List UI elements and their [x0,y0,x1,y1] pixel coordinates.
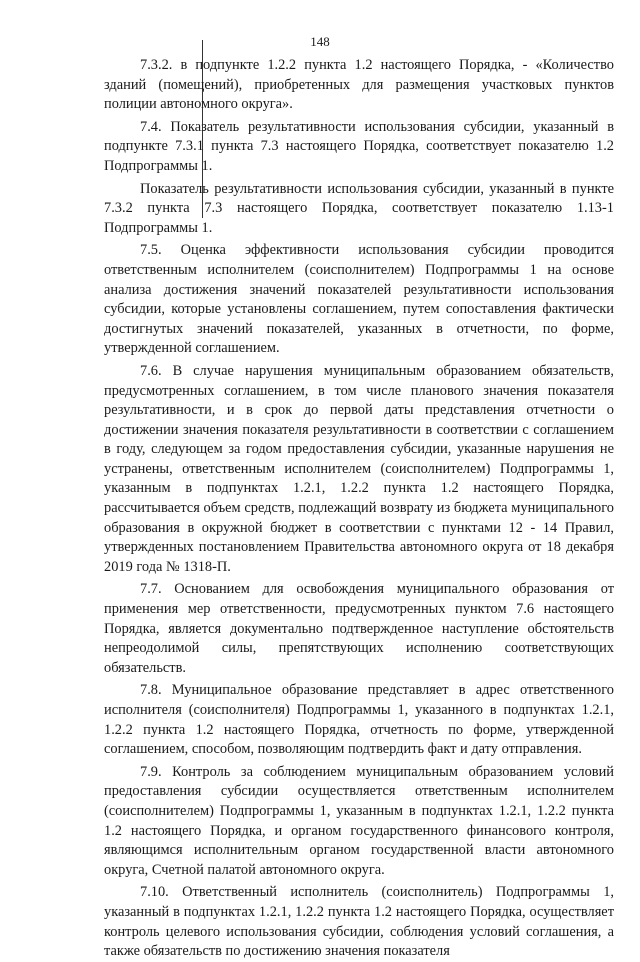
document-body [104,56,614,962]
paragraph-7-10: 7.10. Ответственный исполнитель (соисполнитель) Подпрограммы 1, указанный в подпунктах 1.2.1, 1.2.2 пункта 1.2 настоящего Порядка, осуществляет контроль целевого использования субсидии, соблюдения условий соглашения, а также обязательств по достижению значения показателя [104,884,614,960]
paragraph-7-9: 7.9. Контроль за соблюдением муниципальным образованием условий предоставления субсидии осуществляется ответственным исполнителем (соисполнителем) Подпрограммы 1, указанным в подпунктах 1.2.1, 1.2.2 пункта 1.2 настоящего Порядка, и органом государственного финансового контроля, являющимся исполнительным органом государственной власти автономного округа, Счетной палатой автономного округа. [104,763,614,878]
paragraph-7-4: 7.4. Показатель результативности использования субсидии, указанный в подпункте 7.3.1 пункта 7.3 настоящего Порядка, соответствует показателю 1.2 Подпрограммы 1. [104,118,614,174]
paragraph-7-5: 7.5. Оценка эффективности использования субсидии проводится ответственным исполнителем (соисполнителем) Подпрограммы 1 на основе анализа достижения значений показателей результативности использования субсидии, которые установлены соглашением, путем сопоставления фактически достигнутых значений показателей, указанных в отчетности, по форме, утвержденной соглашением. [104,242,614,357]
paragraph-7-3-2: 7.3.2. в подпункте 1.2.2 пункта 1.2 настоящего Порядка, - «Количество зданий (помещений), приобретенных для размещения участковых пунктов полиции автономного округа». [104,57,614,113]
paragraph-7-7: 7.7. Основанием для освобождения муниципального образования от применения мер ответственности, предусмотренных пунктом 7.6 настоящего Порядка, является документально подтвержденное наступление обстоятельств непреодолимой силы, препятствующих исполнению соответствующих обязательств. [104,581,614,676]
paragraph-7-8: 7.8. Муниципальное образование представляет в адрес ответственного исполнителя (соисполнителя) Подпрограммы 1, указанного в подпунктах 1.2.1, 1.2.2 пункта 1.2 настоящего Порядка, отчетность по форме, утвержденной соглашением, способом, позволяющим подтвердить факт и дату отправления. [104,682,614,758]
paragraph-7-4-continued: Показатель результативности использования субсидии, указанный в пункте 7.3.2 пункта 7.3 настоящего Порядка, соответствует показателю 1.13-1 Подпрограммы 1. [104,180,614,236]
page-number: 148 [310,34,330,49]
paragraph-7-6: 7.6. В случае нарушения муниципальным образованием обязательств, предусмотренных соглашением, в том числе планового значения показателя результативности, и в срок до первой даты представления отчетности о достижении значения показателя результативности в соответствии с соглашением в году, следующем за годом предоставления субсидии, указанные нарушения не устранены, ответственным исполнителем (соисполнителем) Подпрограммы 1, указанным в подпунктах 1.2.1, 1.2.2 пункта 1.2 настоящего Порядка, рассчитывается объем средств, подлежащий возврату из бюджета муниципального образования в окружной бюджет в соответствии с пунктами 12 - 14 Правил, утвержденных постановлением Правительства автономного округа от 18 декабря 2019 года № 1318-П. [104,362,614,575]
